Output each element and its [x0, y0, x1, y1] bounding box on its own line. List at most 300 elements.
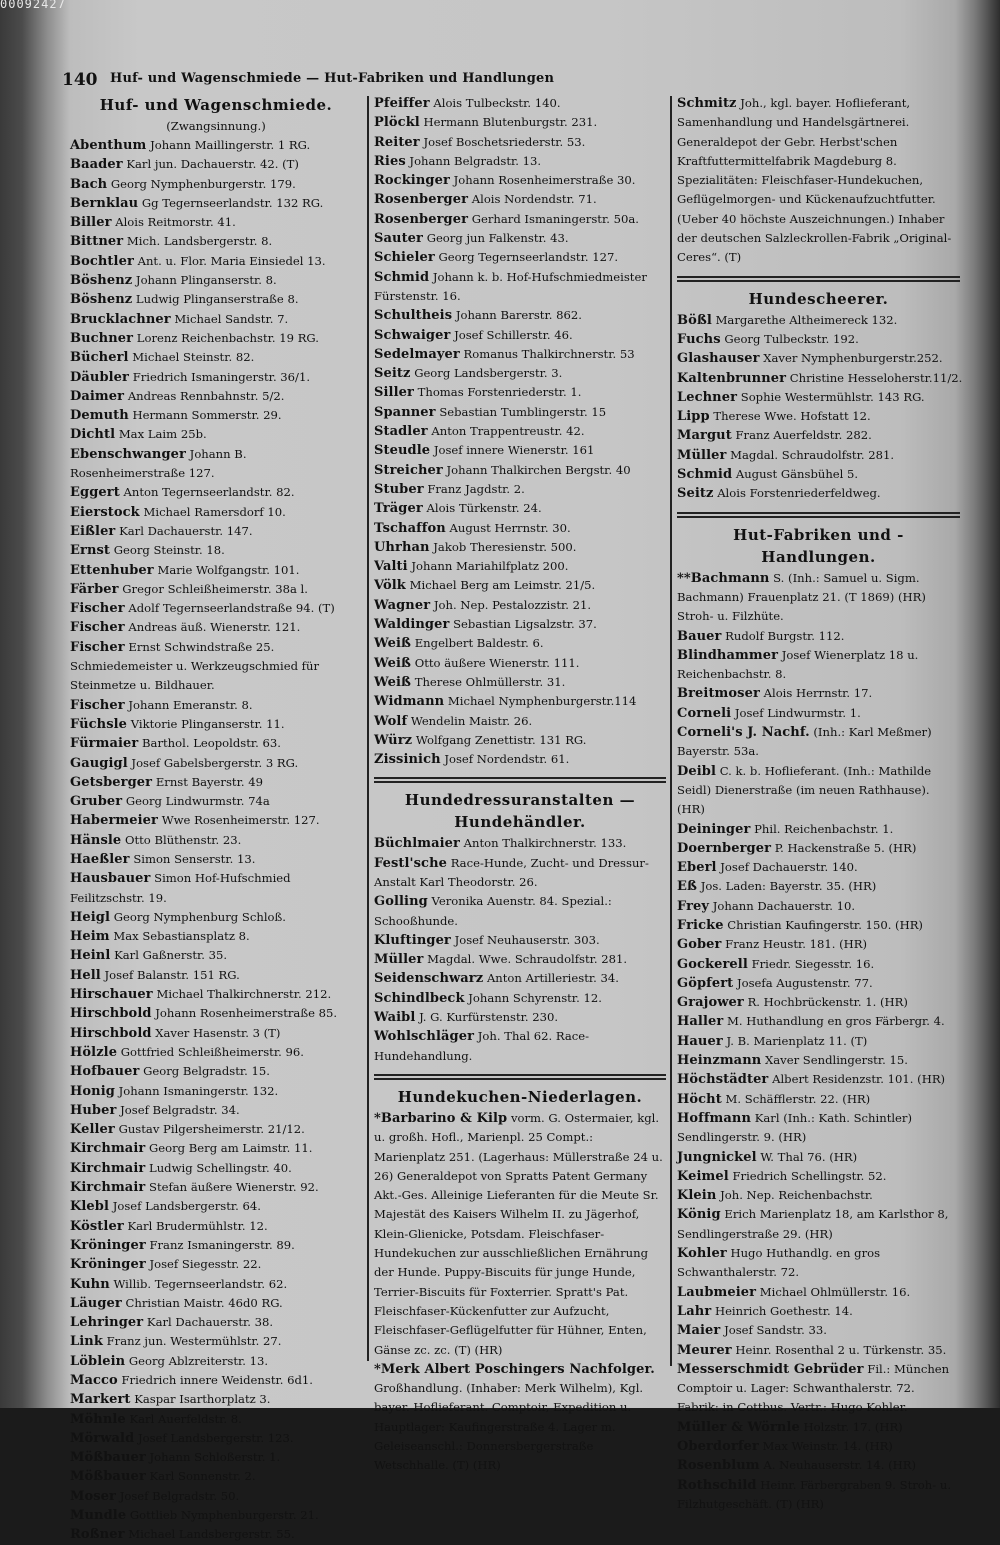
- entry-name: Jungnickel: [677, 1149, 757, 1165]
- entry-name: Göpfert: [677, 975, 734, 991]
- entry-details: Sophie Westermühlstr. 143 RG.: [740, 389, 925, 404]
- directory-entry: [70, 1043, 362, 1062]
- entry-name: Sedelmayer: [374, 346, 460, 362]
- directory-entry: [677, 974, 960, 993]
- entry-name: Bücherl: [70, 350, 129, 366]
- directory-entry: [677, 1167, 960, 1186]
- entry-details: Christian Maistr. 46d0 RG.: [125, 1295, 283, 1310]
- directory-entry: [374, 576, 666, 595]
- directory-entry: [70, 773, 362, 792]
- directory-entry: [70, 1429, 362, 1448]
- entry-name: Widmann: [374, 694, 445, 710]
- entry-details: Johann Dachauerstr. 10.: [712, 898, 856, 913]
- entry-name: Fricke: [677, 917, 724, 933]
- directory-entry: [374, 268, 666, 307]
- entry-details: Joh. Thal 62. Race-Hundehandlung.: [374, 1029, 590, 1063]
- entry-details: Karl Dachauerstr. 147.: [119, 523, 253, 538]
- directory-entry: [70, 1487, 362, 1506]
- directory-entry: [70, 754, 362, 773]
- directory-entry: [70, 618, 362, 637]
- entry-name: Haeßler: [70, 851, 130, 867]
- directory-entry: [70, 1275, 362, 1294]
- entry-details: Therese Ohlmüllerstr. 31.: [414, 674, 566, 689]
- directory-entry: [70, 1062, 362, 1081]
- entry-details: Michael Steinstr. 82.: [132, 350, 255, 365]
- entry-name: Rothschild: [677, 1477, 757, 1493]
- entry-details: Georg Nymphenburg Schloß.: [113, 909, 286, 924]
- entry-name: Baader: [70, 157, 123, 173]
- entry-name: Messerschmidt Gebrüder: [677, 1361, 864, 1377]
- directory-entry: [70, 599, 362, 618]
- directory-entry: [70, 946, 362, 965]
- entry-details: Michael Berg am Leimstr. 21/5.: [409, 578, 596, 593]
- entry-details: Karl Gaßnerstr. 35.: [114, 948, 228, 963]
- entry-name: Eggert: [70, 485, 120, 501]
- entry-name: Läuger: [70, 1295, 122, 1311]
- directory-entry: [677, 1321, 960, 1340]
- entry-name: Spanner: [374, 404, 436, 420]
- entry-name: Bößl: [677, 312, 712, 328]
- entry-details: Race-Hunde, Zucht- und Dressur-Anstalt Karl Theodorstr. 26.: [374, 855, 649, 889]
- entry-name: Festl'sche: [374, 855, 447, 871]
- directory-entry: [677, 1360, 960, 1418]
- entry-details: Andreas äuß. Wienerstr. 121.: [128, 620, 301, 635]
- entry-name: Schmid: [677, 467, 733, 483]
- directory-entry: [70, 175, 362, 194]
- entry-details: (Inh.: Karl Meßmer) Bayerstr. 53a.: [677, 725, 932, 759]
- entry-name: Biller: [70, 215, 112, 231]
- entry-details: Großhandlung. (Inhaber: Merk Wilhelm), Kgl. bayer. Hoflieferant. Comptoir, Expedition u. Hauptlager: Kaufingerstraße 4. Lager m. Geleiseanschl.: Donnersbergerstraße Wetschhalle. (T) (HR): [374, 1381, 644, 1473]
- entry-name: Streicher: [374, 462, 443, 478]
- entry-details: Josef Neuhauserstr. 303.: [454, 932, 600, 947]
- entry-details: Max Laim 25b.: [118, 427, 207, 442]
- section-heading: Hundedressuranstalten — Hundehändler.: [404, 791, 636, 832]
- entry-details: A. Neuhauserstr. 14. (HR): [763, 1458, 917, 1473]
- entry-details: Georg Steinstr. 18.: [113, 543, 225, 558]
- entry-details: Thomas Forstenriederstr. 1.: [417, 385, 582, 400]
- column-1: [70, 94, 362, 1545]
- entry-list: [677, 569, 960, 1515]
- entry-list: [374, 94, 666, 769]
- running-head: Huf- und Wagenschmiede — Hut-Fabriken und Handlungen: [110, 71, 555, 86]
- entry-name: Honig: [70, 1083, 115, 1099]
- directory-entry: [374, 950, 666, 969]
- entry-details: Josef Gabelsbergerstr. 3 RG.: [131, 755, 299, 770]
- directory-entry: [677, 1109, 960, 1148]
- entry-name: Hirschauer: [70, 987, 153, 1003]
- entry-name: Abenthum: [70, 138, 147, 153]
- directory-entry: [70, 1217, 362, 1236]
- directory-entry: [374, 113, 666, 132]
- entry-details: Joh. Nep. Reichenbachstr.: [720, 1188, 873, 1203]
- directory-entry: [677, 646, 960, 685]
- entry-name: Heinl: [70, 948, 111, 964]
- entry-name: Gockerell: [677, 956, 748, 972]
- entry-name: Bochtler: [70, 253, 134, 269]
- entry-name: Huber: [70, 1102, 117, 1118]
- directory-entry: [374, 480, 666, 499]
- directory-entry: [374, 596, 666, 615]
- section-divider: [677, 512, 960, 518]
- entry-details: Hermann Blutenburgstr. 231.: [423, 115, 598, 130]
- directory-entry: [70, 1139, 362, 1158]
- entry-name: *Barbarino & Kilp: [374, 1110, 508, 1126]
- entry-details: Simon Senserstr. 13.: [133, 851, 256, 866]
- entry-details: Josef Boschetsriederstr. 53.: [423, 134, 586, 149]
- entry-details: Ant. u. Flor. Maria Einsiedel 13.: [137, 253, 326, 268]
- directory-entry: [70, 908, 362, 927]
- directory-entry: [677, 684, 960, 703]
- directory-entry: [677, 1341, 960, 1360]
- section-subheading: (Zwangsinnung.): [166, 119, 266, 133]
- directory-entry: [70, 1390, 362, 1409]
- entry-name: Kaltenbrunner: [677, 370, 787, 386]
- directory-entry: [677, 877, 960, 896]
- entry-name: Deibl: [677, 763, 717, 779]
- entry-name: Lechner: [677, 389, 738, 405]
- directory-entry: [374, 557, 666, 576]
- entry-name: Daimer: [70, 388, 125, 404]
- entry-name: Ries: [374, 153, 406, 169]
- directory-entry: [677, 388, 960, 407]
- directory-entry: [677, 330, 960, 349]
- directory-entry: [70, 966, 362, 985]
- entry-name: Roßner: [70, 1527, 125, 1543]
- directory-entry: [70, 1371, 362, 1390]
- entry-name: Füchsle: [70, 716, 128, 732]
- entry-details: Karl Dachauerstr. 38.: [146, 1315, 274, 1330]
- entry-details: Christian Kaufingerstr. 150. (HR): [727, 917, 923, 932]
- entry-details: Joh. Nep. Pestalozzistr. 21.: [433, 597, 592, 612]
- entry-name: Ernst: [70, 543, 111, 559]
- entry-details: Johann Thalkirchen Bergstr. 40: [446, 462, 631, 477]
- entry-details: Heinr. Rosenthal 2 u. Türkenstr. 35.: [735, 1342, 947, 1357]
- directory-entry: [677, 1283, 960, 1302]
- entry-name: Mößbauer: [70, 1450, 146, 1466]
- directory-entry: [677, 1090, 960, 1109]
- entry-name: Uhrhan: [374, 539, 430, 555]
- directory-entry: [70, 155, 362, 174]
- directory-entry: [70, 1159, 362, 1178]
- directory-entry: [374, 692, 666, 711]
- directory-entry: [374, 383, 666, 402]
- entry-name: Kröninger: [70, 1257, 146, 1273]
- entry-details: Georg Tulbeckstr. 192.: [724, 331, 859, 346]
- entry-details: M. Schäfflerstr. 22. (HR): [725, 1091, 871, 1106]
- directory-entry: [374, 731, 666, 750]
- directory-entry: [70, 985, 362, 1004]
- entry-details: Ernst Schwindstraße 25. Schmiedemeister u. Werkzeugschmied für Steinmetze u. Bildhauer.: [70, 639, 319, 693]
- directory-entry: [70, 1294, 362, 1313]
- directory-entry: [70, 252, 362, 271]
- entry-name: Müller: [677, 447, 727, 463]
- directory-entry: [374, 94, 666, 113]
- entry-details: J. G. Kurfürstenstr. 230.: [419, 1010, 559, 1025]
- entry-list: [374, 834, 666, 1066]
- directory-entry: [374, 634, 666, 653]
- entry-details: Karl (Inh.: Kath. Schintler) Sendlingerstr. 9. (HR): [677, 1110, 912, 1145]
- entry-name: Stadler: [374, 424, 428, 440]
- entry-name: Eierstock: [70, 504, 140, 520]
- entry-details: Friedrich Schellingstr. 52.: [732, 1168, 887, 1183]
- entry-details: Phil. Reichenbachstr. 1.: [754, 821, 894, 836]
- directory-entry: [677, 426, 960, 445]
- directory-entry: [70, 792, 362, 811]
- entry-details: Jos. Laden: Bayerstr. 35. (HR): [700, 879, 877, 894]
- directory-entry: [677, 1186, 960, 1205]
- directory-entry: [374, 364, 666, 383]
- entry-name: Sauter: [374, 231, 423, 247]
- entry-name: Färber: [70, 581, 119, 597]
- directory-entry: [70, 1178, 362, 1197]
- directory-entry: [374, 499, 666, 518]
- entry-details: Franz Auerfeldstr. 282.: [735, 428, 872, 443]
- entry-name: Köstler: [70, 1218, 124, 1234]
- entry-name: Weiß: [374, 655, 412, 671]
- entry-name: Doernberger: [677, 840, 772, 856]
- directory-entry: [70, 1082, 362, 1101]
- entry-details: Georg Tegernseerlandstr. 127.: [438, 250, 619, 265]
- directory-entry: [677, 955, 960, 974]
- entry-details: Albert Residenzstr. 101. (HR): [772, 1072, 946, 1087]
- entry-details: Josef Balanstr. 151 RG.: [104, 967, 240, 982]
- entry-details: Erich Marienplatz 18, am Karlsthor 8, Sendlingerstraße 29. (HR): [677, 1207, 949, 1241]
- entry-list: [374, 1109, 666, 1476]
- entry-name: Höcht: [677, 1091, 722, 1107]
- directory-entry: [677, 1148, 960, 1167]
- entry-details: Georg jun Falkenstr. 43.: [426, 231, 569, 246]
- entry-name: Müller: [374, 952, 424, 968]
- directory-entry: [374, 326, 666, 345]
- entry-name: Frey: [677, 898, 710, 914]
- entry-details: Gottfried Schleißheimerstr. 96.: [120, 1044, 304, 1059]
- entry-details: Josef Belgradstr. 34.: [120, 1102, 240, 1117]
- entry-name: Macco: [70, 1373, 118, 1388]
- directory-entry: [70, 1352, 362, 1371]
- entry-name: Oberdorfer: [677, 1439, 759, 1454]
- entry-details: Lorenz Reichenbachstr. 19 RG.: [136, 330, 319, 345]
- entry-name: Bauer: [677, 628, 722, 644]
- entry-list: [70, 136, 362, 1545]
- directory-entry: [677, 407, 960, 426]
- entry-name: Deininger: [677, 821, 751, 837]
- entry-details: Franz Jagdstr. 2.: [427, 481, 525, 496]
- directory-entry: [374, 1360, 666, 1476]
- entry-name: Reiter: [374, 134, 420, 150]
- directory-entry: [677, 993, 960, 1012]
- entry-name: Demuth: [70, 408, 129, 424]
- directory-entry: [677, 94, 960, 268]
- directory-entry: [70, 406, 362, 425]
- entry-details: Simon Hof-Hufschmied Feilitzschstr. 19.: [70, 871, 291, 905]
- directory-entry: [374, 171, 666, 190]
- directory-entry: [70, 1525, 362, 1544]
- section-heading: Hut-Fabriken und -Handlungen.: [733, 525, 904, 566]
- entry-name: Moser: [70, 1488, 116, 1504]
- directory-entry: [677, 1302, 960, 1321]
- entry-details: Gottlieb Nymphenburgerstr. 21.: [129, 1508, 319, 1523]
- directory-entry: [677, 1070, 960, 1089]
- entry-details: Josef Nordendstr. 61.: [444, 752, 570, 767]
- entry-details: Holzstr. 17. (HR): [803, 1419, 903, 1434]
- entry-name: Kröninger: [70, 1237, 146, 1253]
- entry-name: Waldinger: [374, 617, 450, 633]
- directory-entry: [70, 1255, 362, 1274]
- section-heading: Huf- und Wagenschmiede.: [99, 96, 333, 114]
- entry-details: Johann Plinganserstr. 8.: [135, 273, 277, 288]
- entry-name: Eberl: [677, 860, 717, 876]
- directory-entry: [70, 483, 362, 502]
- entry-details: Ludwig Schellingstr. 40.: [149, 1160, 292, 1175]
- entry-details: Xaver Nymphenburgerstr.252.: [763, 351, 943, 366]
- entry-details: Josef Sandstr. 33.: [724, 1323, 827, 1338]
- directory-entry: [374, 854, 666, 893]
- directory-entry: [677, 1418, 960, 1437]
- entry-name: Schieler: [374, 250, 435, 266]
- entry-details: C. k. b. Hoflieferant. (Inh.: Mathilde Seidl) Dienerstraße (im neuen Rathhause). (HR): [677, 763, 932, 817]
- entry-details: Michael Landsbergerstr. 55.: [128, 1527, 295, 1542]
- directory-entry: [70, 387, 362, 406]
- entry-name: Hausbauer: [70, 871, 151, 887]
- entry-details: S. (Inh.: Samuel u. Sigm. Bachmann) Frauenplatz 21. (T 1869) (HR) Stroh- u. Filzhüte.: [677, 570, 926, 624]
- entry-name: Löblein: [70, 1353, 126, 1369]
- entry-name: Eß: [677, 879, 697, 895]
- entry-details: Ernst Bayerstr. 49: [155, 774, 263, 789]
- entry-details: Otto äußere Wienerstr. 111.: [414, 655, 580, 670]
- entry-details: Joh., kgl. bayer. Hoflieferant, Samenhandlung und Handelsgärtnerei. Generaldepot der Gebr. Herbst'schen Kraftfuttermittelfabrik Magdeburg 8. Spezialitäten: Fleischfaser-Hundekuchen, Geflügelmorgen- und Kückenaufzuchtfutter. (Ueber 40 höchste Auszeichnungen.) Inhaber der deutschen Salzleckrollen-Fabrik „Original-Ceres“. (T): [677, 96, 952, 265]
- entry-name: Gruber: [70, 794, 123, 810]
- entry-details: Alois Herrnstr. 17.: [763, 686, 873, 701]
- directory-entry: [677, 369, 963, 388]
- entry-details: Michael Thalkirchnerstr. 212.: [156, 987, 332, 1002]
- entry-name: Heim: [70, 929, 110, 945]
- entry-details: Ludwig Plinganserstraße 8.: [135, 292, 299, 307]
- directory-entry: [677, 349, 960, 368]
- directory-entry: [70, 425, 362, 444]
- directory-entry: [70, 1197, 362, 1216]
- entry-name: Schmid: [374, 269, 430, 285]
- entry-name: Hofbauer: [70, 1064, 140, 1080]
- entry-details: Andreas Rennbahnstr. 5/2.: [127, 388, 285, 403]
- entry-name: Hänsle: [70, 832, 122, 848]
- entry-name: Grajower: [677, 995, 744, 1011]
- directory-entry: [677, 935, 960, 954]
- entry-name: Träger: [374, 501, 423, 517]
- entry-name: Seitz: [374, 366, 411, 382]
- entry-details: Josef Belgradstr. 50.: [119, 1488, 240, 1503]
- directory-entry: [374, 931, 666, 950]
- entry-details: August Gänsbühel 5.: [735, 467, 859, 482]
- entry-name: Hölzle: [70, 1044, 118, 1060]
- entry-details: Gregor Schleißheimerstr. 38a l.: [122, 581, 308, 596]
- entry-name: Fischer: [70, 601, 125, 617]
- directory-entry: [70, 561, 362, 580]
- directory-entry: [374, 1027, 666, 1066]
- directory-entry: [70, 1004, 362, 1023]
- entry-name: Brucklachner: [70, 311, 171, 327]
- entry-details: Johann Schyrenstr. 12.: [468, 990, 602, 1005]
- directory-entry: [374, 615, 666, 634]
- entry-details: Anton Tegernseerlandstr. 82.: [123, 485, 295, 500]
- entry-details: Gerhard Ismaningerstr. 50a.: [471, 211, 639, 226]
- entry-details: Hugo Huthandlg. en gros Schwanthalerstr. 72.: [677, 1246, 881, 1280]
- page-number: 140: [62, 70, 98, 90]
- entry-details: Josef innere Wienerstr. 161: [433, 443, 595, 458]
- entry-details: Josef Schillerstr. 46.: [454, 327, 573, 342]
- entry-name: Gaugigl: [70, 755, 128, 771]
- entry-name: Pfeiffer: [374, 96, 430, 111]
- entry-details: Josef Wienerplatz 18 u. Reichenbachstr. 8.: [677, 647, 919, 682]
- directory-entry: [70, 1024, 362, 1043]
- entry-details: Josef Landsbergerstr. 123.: [137, 1430, 294, 1445]
- entry-details: Mich. Landsbergerstr. 8.: [126, 234, 273, 249]
- directory-entry: [374, 654, 666, 673]
- directory-entry: [70, 638, 362, 696]
- section-heading: Hundekuchen-Niederlagen.: [397, 1087, 643, 1106]
- entry-details: Johann Rosenheimerstraße 85.: [155, 1006, 338, 1021]
- directory-entry: [70, 1313, 362, 1332]
- entry-name: Corneli: [677, 705, 732, 721]
- entry-details: Karl Sonnenstr. 2.: [149, 1469, 256, 1484]
- entry-details: Michael Nymphenburgerstr.114: [447, 694, 637, 709]
- entry-name: Maier: [677, 1323, 721, 1339]
- directory-entry: [677, 484, 960, 503]
- directory-entry: [70, 1120, 362, 1139]
- directory-entry: [374, 441, 666, 460]
- column-3: [677, 94, 963, 1514]
- directory-entry: [374, 152, 666, 171]
- entry-name: *Merk Albert Poschingers Nachfolger.: [374, 1361, 655, 1377]
- entry-name: Buchner: [70, 330, 134, 346]
- directory-entry: [374, 133, 666, 152]
- entry-details: Veronika Auenstr. 84. Spezial.: Schooßhunde.: [374, 894, 612, 928]
- entry-list: [677, 311, 963, 504]
- entry-name: Laubmeier: [677, 1284, 757, 1300]
- entry-name: Steudle: [374, 443, 431, 459]
- directory-entry: [374, 519, 666, 538]
- entry-name: Mößbauer: [70, 1469, 146, 1485]
- directory-entry: [374, 834, 666, 853]
- entry-name: Wolf: [374, 713, 408, 729]
- entry-name: Corneli's J. Nachf.: [677, 725, 810, 741]
- directory-entry: [677, 897, 960, 916]
- entry-details: Alois Tulbeckstr. 140.: [433, 96, 561, 110]
- entry-details: Josefa Augustenstr. 77.: [736, 975, 873, 990]
- entry-details: Michael Sandstr. 7.: [174, 311, 289, 326]
- entry-details: P. Hackenstraße 5. (HR): [774, 840, 917, 855]
- directory-entry: [677, 1437, 960, 1456]
- entry-details: J. B. Marienplatz 11. (T): [726, 1033, 868, 1048]
- entry-name: Zissinich: [374, 752, 441, 768]
- entry-details: Marie Wolfgangstr. 101.: [157, 562, 300, 577]
- entry-details: vorm. G. Ostermaier, kgl. u. großh. Hofl., Marienpl. 25 Compt.: Marienplatz 251. (Lagerhaus: Müllerstraße 24 u. 26) Generaldepot von Spratts Patent Germany Akt.-Ges. Alleinige Lieferanten für die Meute Sr. Majestät des Kaisers Wilhelm II. zu Jägerhof, Klein-Glienicke, Potsdam. Fleischfaser-Hundekuchen zur ausschließlichen Ernährung der Hunde. Puppy-Biscuits für junge Hunde, Terrier-Biscuits für Foxterrier. Spratt's Pat. Fleischfaser-Kückenfutter zur Aufzucht, Fleischfaser-Geflügelfutter für Hühner, Enten, Gänse zc. zc. (T) (HR): [374, 1110, 663, 1357]
- directory-entry: [677, 1205, 960, 1244]
- entry-details: Friedr. Siegesstr. 16.: [751, 956, 875, 971]
- directory-entry: [677, 311, 960, 330]
- entry-name: Däubler: [70, 369, 129, 385]
- directory-entry: [374, 538, 666, 557]
- entry-details: Jakob Theresienstr. 500.: [433, 539, 577, 554]
- entry-name: Schwaiger: [374, 327, 451, 343]
- entry-details: Alois Nordendstr. 71.: [471, 192, 597, 207]
- entry-name: Weiß: [374, 636, 412, 652]
- entry-details: Alois Reitmorstr. 41.: [115, 215, 236, 230]
- entry-name: Möhnle: [70, 1411, 126, 1427]
- section-divider: [374, 1074, 666, 1080]
- entry-details: Georg Belgradstr. 15.: [143, 1064, 270, 1079]
- entry-name: Klein: [677, 1188, 717, 1204]
- entry-name: Rosenberger: [374, 192, 469, 208]
